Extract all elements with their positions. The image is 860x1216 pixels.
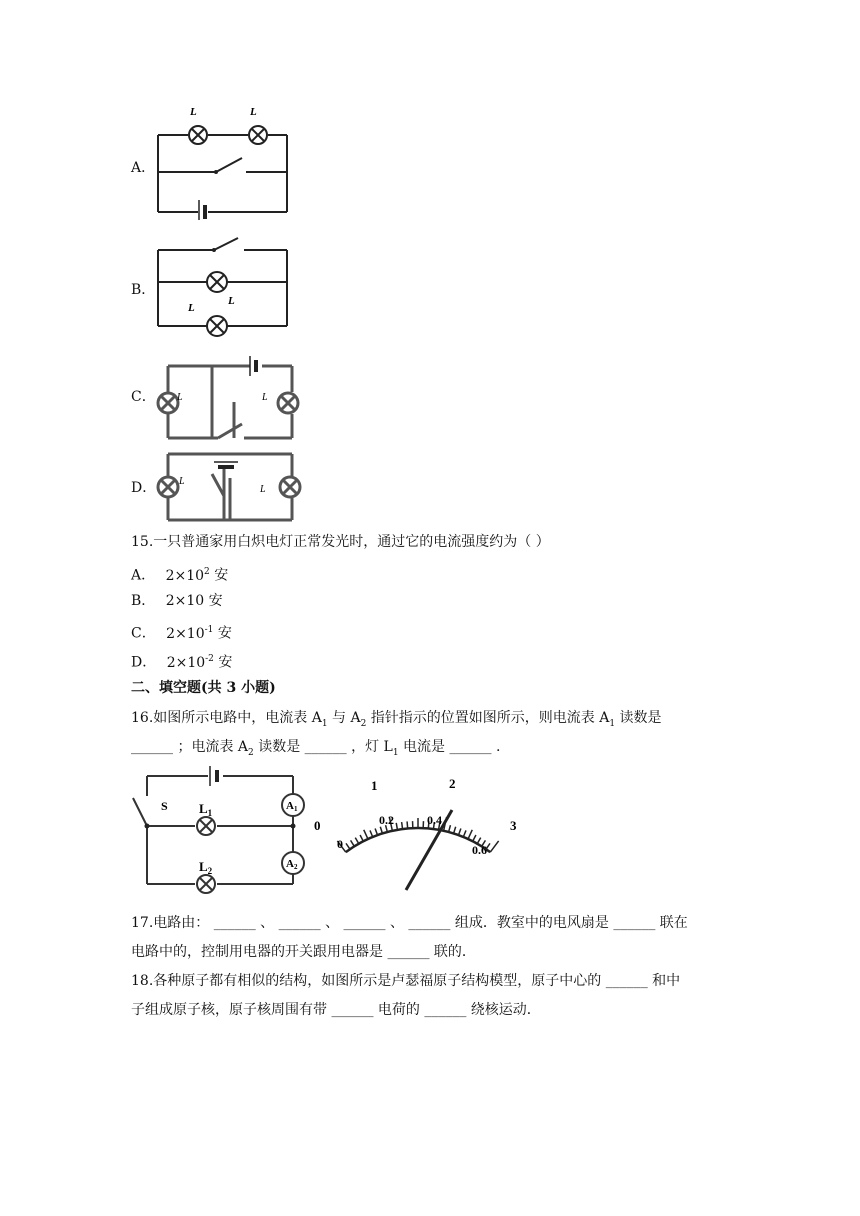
option-letter: A．: [131, 567, 156, 584]
dial-tick: [454, 827, 456, 834]
subscript: 2: [248, 747, 254, 758]
lamp-l2-label: L: [262, 392, 268, 403]
subscript: 2: [207, 866, 213, 876]
circuit-diagram-b: [150, 232, 295, 337]
q15-stem: 15.一只普通家用白炽电灯正常发光时，通过它的电流强度约为（ ）: [131, 534, 550, 550]
dial-tick: [407, 821, 408, 828]
text: A: [286, 858, 294, 870]
subscript: 2: [293, 863, 298, 871]
text: 读数是 ______ ，灯 L: [253, 739, 393, 755]
inner-label-0-4: 0.4: [427, 813, 442, 827]
inner-zero-label: 0: [337, 837, 343, 851]
lamp-l1-label: L: [179, 476, 185, 487]
option-value: 2×10: [165, 567, 205, 584]
text: ______ ；电流表 A: [131, 739, 249, 755]
dial-arc: [346, 828, 490, 852]
option-unit: 安: [217, 625, 232, 642]
option-value: 2×10: [166, 625, 205, 642]
outer-label-2: 2: [449, 776, 456, 791]
q16-circuit-diagram: [125, 764, 310, 894]
text: 电流是 ______ .: [398, 739, 501, 755]
a1-label: [286, 800, 298, 813]
text: L: [199, 859, 208, 874]
circuit-diagram-a: [150, 100, 295, 220]
dial-tick: [355, 838, 358, 844]
q15-option-d: [131, 649, 232, 673]
q15-option-b: [131, 591, 223, 611]
subscript: 2: [360, 718, 367, 729]
outer-label-1: 1: [371, 778, 378, 793]
q16-line1: [131, 708, 662, 734]
inner-label-0-2: 0.2: [379, 813, 394, 827]
dial-tick: [402, 822, 403, 829]
text: 与 A: [327, 710, 361, 726]
q15-option-c: [131, 620, 232, 644]
dial-tick: [364, 830, 368, 839]
subscript: 1: [392, 747, 399, 758]
q18-line1: 18.各种原子都有相似的结构，如图所示是卢瑟福原子结构模型，原子中心的 ______ 和中: [131, 973, 681, 989]
section-heading: 二、填空题(共 3 小题): [131, 680, 276, 696]
a2-label: [286, 858, 298, 871]
lamp-l1-label: L: [177, 392, 183, 403]
option-unit: 安: [208, 593, 223, 609]
text: A: [286, 800, 294, 812]
lamp-l2-label: L: [188, 302, 195, 314]
option-exponent: 2: [204, 567, 210, 577]
q15-option-a: [131, 562, 228, 586]
dial-tick: [351, 840, 355, 846]
lamp-l1-label: L: [228, 295, 235, 307]
option-b-label: B．: [131, 282, 156, 298]
subscript: 1: [207, 808, 213, 818]
text: L: [199, 801, 208, 816]
option-exponent: -1: [204, 625, 214, 635]
ammeter-dial: [308, 768, 528, 898]
lamp-l1-label: L: [190, 106, 197, 118]
switch-label: S: [161, 799, 168, 813]
subscript: 1: [321, 718, 328, 729]
dial-tick: [380, 827, 382, 834]
outer-label-3: 3: [510, 818, 517, 833]
option-d-label: D．: [131, 480, 157, 496]
dial-tick: [468, 830, 472, 839]
lamp-l2-label: L: [260, 484, 266, 495]
text: 读数是: [615, 710, 662, 726]
dial-tick: [360, 835, 363, 841]
q18-line2: 子组成原子核，原子核周围有带 ______ 电荷的 ______ 绕核运动．: [131, 1002, 541, 1018]
text: 指针指示的位置如图所示，则电流表 A: [366, 710, 610, 726]
outer-zero-label: 0: [314, 818, 321, 833]
lamp-l2-label: L: [250, 106, 257, 118]
option-exponent: -2: [205, 654, 214, 664]
option-unit: 安: [214, 567, 229, 584]
option-value: 2×10: [165, 593, 205, 609]
option-letter: B．: [131, 593, 156, 609]
subscript: 1: [609, 718, 616, 729]
option-letter: D．: [131, 654, 157, 671]
text: 16.如图所示电路中，电流表 A: [131, 710, 322, 726]
subscript: 1: [293, 805, 298, 813]
dial-tick: [346, 843, 350, 849]
inner-label-0-6: 0.6: [472, 843, 487, 857]
option-c-label: C．: [131, 389, 156, 405]
circuit-diagram-d: [150, 448, 305, 526]
option-unit: 安: [218, 654, 233, 671]
q16-line2: [131, 737, 500, 763]
option-a-label: A．: [131, 160, 156, 176]
dial-tick: [490, 841, 498, 852]
dial-tick: [473, 835, 476, 841]
option-letter: C．: [131, 625, 156, 642]
q17-line2: 电路中的，控制用电器的开关跟用电器是 ______ 联的．: [131, 944, 476, 960]
l1-label: [199, 801, 213, 818]
circuit-diagram-c: [150, 344, 305, 444]
option-value: 2×10: [166, 654, 206, 671]
l2-label: [199, 859, 213, 876]
q17-line1: 17.电路由： ______ 、 ______ 、 ______ 、 ______ 组成．教室中的电风扇是 ______ 联在: [131, 915, 688, 931]
